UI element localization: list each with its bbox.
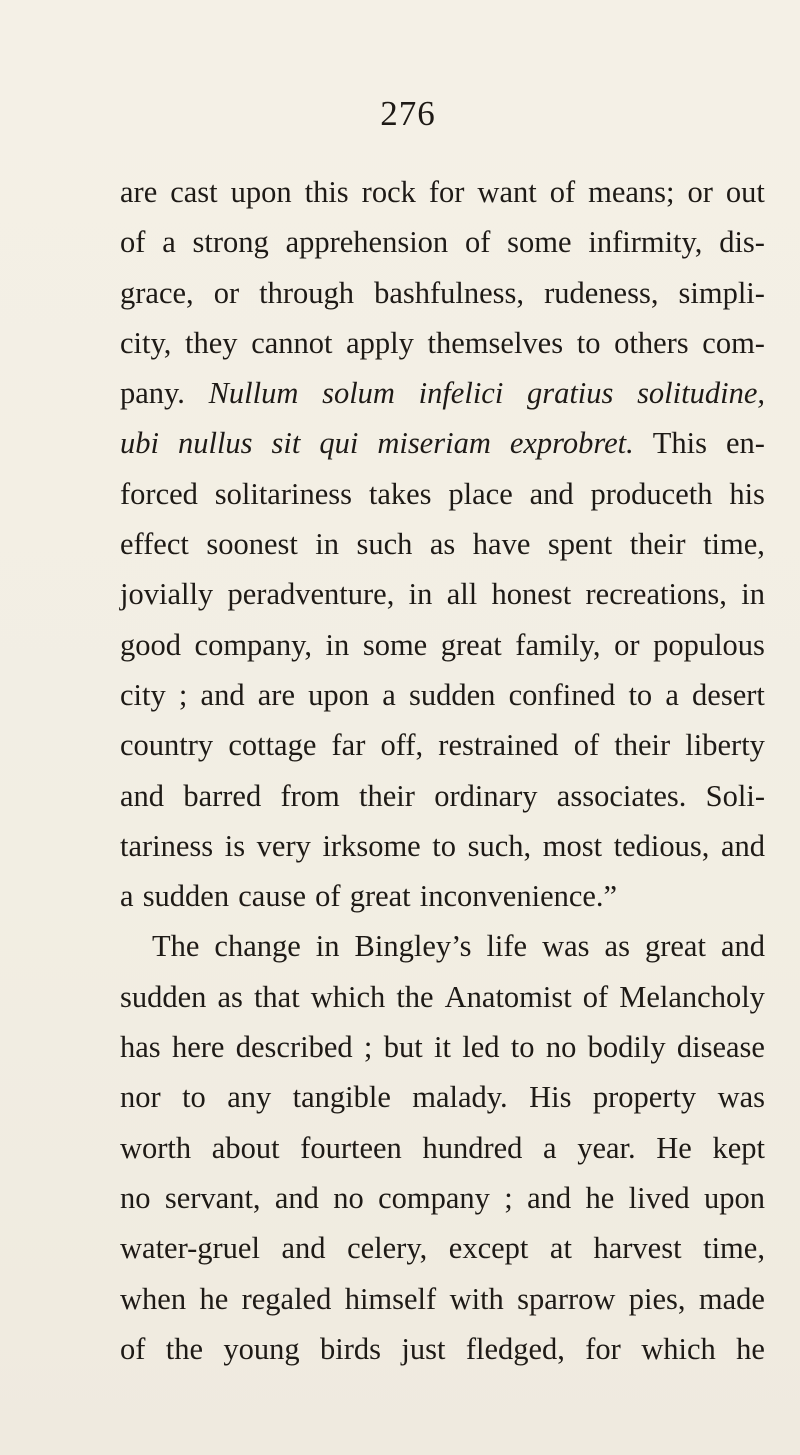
word: fledged, <box>465 1331 565 1366</box>
word: tedious, <box>613 828 710 863</box>
text-line <box>120 670 765 720</box>
word: out <box>725 175 765 209</box>
word: he <box>199 1281 229 1316</box>
word: good <box>120 627 181 662</box>
word: or <box>213 275 240 310</box>
word: desert <box>692 677 765 712</box>
word: as <box>217 979 243 1014</box>
word: sudden <box>120 979 207 1014</box>
word: nullus <box>177 426 253 461</box>
word: it <box>433 1030 451 1065</box>
text-line <box>120 871 765 921</box>
word: no <box>120 1180 151 1215</box>
word: and <box>274 1180 319 1215</box>
word: com- <box>702 325 765 360</box>
word: effect <box>120 527 189 562</box>
word: the <box>396 979 434 1014</box>
word: solitariness <box>214 476 352 511</box>
text-line <box>120 821 765 871</box>
word: and <box>281 1231 326 1266</box>
word: have <box>472 527 531 562</box>
word: country <box>120 728 214 763</box>
word: the <box>165 1331 204 1366</box>
word: soonest <box>206 527 298 562</box>
word: associates. <box>556 778 687 813</box>
word: he <box>736 1331 765 1366</box>
word: from <box>280 778 340 813</box>
word: company, <box>194 627 312 662</box>
word: restrained <box>438 728 559 763</box>
word: liberty <box>685 728 765 763</box>
word: in <box>325 627 350 662</box>
word: Melancholy <box>619 979 765 1014</box>
word: rock <box>361 175 416 209</box>
word: such <box>356 527 413 562</box>
word: pies, <box>628 1281 686 1316</box>
word: produceth <box>590 476 713 511</box>
word: a <box>120 879 134 914</box>
word: infirmity, <box>588 225 703 260</box>
word: hundred <box>422 1130 523 1165</box>
word: exprobret. <box>509 426 634 461</box>
word: This <box>652 426 707 461</box>
word: far <box>331 728 366 763</box>
word: tariness <box>120 828 214 863</box>
word: or <box>687 175 713 209</box>
word: Bingley’s <box>354 929 472 964</box>
word: celery, <box>347 1231 428 1266</box>
word: made <box>698 1281 765 1316</box>
word: no <box>545 1030 577 1065</box>
word: harvest <box>593 1231 682 1266</box>
word: ; <box>178 677 188 712</box>
word: in <box>741 577 765 612</box>
word: of <box>464 225 491 260</box>
word: their <box>614 728 671 763</box>
text-line <box>120 469 765 519</box>
text-line <box>120 519 765 569</box>
word: cast <box>170 175 218 209</box>
text-line <box>120 1223 765 1273</box>
word: pany. <box>120 376 185 411</box>
word: of <box>573 728 600 763</box>
word: and <box>720 828 765 863</box>
word: was <box>542 929 590 964</box>
word: property <box>592 1080 697 1115</box>
word: forced <box>120 476 198 511</box>
word: means; <box>588 175 675 209</box>
text-line <box>120 1022 765 1072</box>
word: of <box>582 979 609 1014</box>
word: place <box>448 476 513 511</box>
word: to <box>432 828 457 863</box>
word: city <box>120 677 166 712</box>
word: some <box>362 627 428 662</box>
word: time, <box>703 1231 765 1266</box>
word: and <box>529 476 574 511</box>
word: kept <box>712 1130 765 1165</box>
word: birds <box>320 1331 382 1366</box>
word: is <box>224 828 246 863</box>
word: in <box>408 577 433 612</box>
word: no <box>333 1180 364 1215</box>
word: to <box>510 1030 535 1065</box>
word: himself <box>344 1281 437 1316</box>
word: his <box>729 476 765 511</box>
word: as <box>429 527 456 562</box>
word: cause <box>238 879 306 914</box>
word: of <box>120 1331 146 1366</box>
word: lived <box>628 1180 690 1215</box>
word: year. <box>577 1130 636 1165</box>
text-line <box>120 167 765 217</box>
word: ordinary <box>434 778 538 813</box>
word: most <box>542 828 603 863</box>
word: great <box>440 627 502 662</box>
word: or <box>614 627 640 662</box>
word: through <box>259 275 355 310</box>
word: inconvenience.” <box>419 879 618 914</box>
word: dis- <box>719 225 765 260</box>
word: tangible <box>292 1080 391 1115</box>
word: except <box>448 1231 529 1266</box>
word: regaled <box>241 1281 332 1316</box>
word: apply <box>346 325 414 360</box>
word: to <box>628 677 653 712</box>
text-line <box>120 1274 765 1324</box>
word: The <box>152 929 200 964</box>
word: others <box>614 325 689 360</box>
word: takes <box>368 476 432 511</box>
word: recreations, <box>585 577 727 612</box>
word: peradventure, <box>227 577 395 612</box>
page-number: 276 <box>380 94 436 133</box>
text-line <box>120 921 765 971</box>
word: populous <box>653 627 765 662</box>
text-line <box>120 268 765 318</box>
word: any <box>227 1080 272 1115</box>
word: cottage <box>228 728 317 763</box>
word: solitudine, <box>637 376 765 411</box>
word: sudden <box>409 677 496 712</box>
word: and <box>200 677 245 712</box>
body-text <box>120 167 765 1374</box>
word: family, <box>515 627 601 662</box>
word: a <box>543 1130 557 1165</box>
word: gratius <box>526 376 614 411</box>
word: great <box>349 879 411 914</box>
text-line <box>120 569 765 619</box>
word: worth <box>120 1130 192 1165</box>
word: themselves <box>427 325 564 360</box>
text-line <box>120 1123 765 1173</box>
word: irksome <box>322 828 421 863</box>
word: sudden <box>142 879 230 914</box>
word: life <box>486 929 528 964</box>
word: to <box>576 325 601 360</box>
word: that <box>253 979 300 1014</box>
word: for <box>428 175 465 209</box>
word: en- <box>725 426 765 461</box>
word: barred <box>183 778 262 813</box>
word: to <box>182 1080 206 1115</box>
word: Nullum <box>208 376 299 411</box>
word: water-gruel <box>120 1231 260 1266</box>
word: His <box>529 1080 572 1115</box>
word: jovially <box>120 577 214 612</box>
word: fourteen <box>300 1130 402 1165</box>
word: off, <box>380 728 424 763</box>
word: bodily <box>587 1030 666 1065</box>
word: ; <box>504 1180 513 1215</box>
word: led <box>462 1030 500 1065</box>
word: grace, <box>120 275 194 310</box>
word: bashfulness, <box>374 275 525 310</box>
word: are <box>120 175 158 209</box>
word: a <box>382 677 396 712</box>
word: a <box>162 225 176 260</box>
word: their <box>629 527 686 562</box>
word: and <box>527 1180 572 1215</box>
word: just <box>401 1331 446 1366</box>
text-line <box>120 720 765 770</box>
word: all <box>446 577 478 612</box>
word: miseriam <box>377 426 491 461</box>
word: at <box>549 1231 572 1266</box>
word: a <box>665 677 679 712</box>
word: change <box>214 929 301 964</box>
word: servant, <box>164 1180 261 1215</box>
text-line <box>120 217 765 267</box>
text-line <box>120 1324 765 1374</box>
word: city, <box>120 325 172 360</box>
word: here <box>171 1030 225 1065</box>
word: qui <box>319 426 359 461</box>
word: when <box>120 1281 187 1316</box>
text-line <box>120 418 765 468</box>
word: upon <box>703 1180 765 1215</box>
text-line <box>120 771 765 821</box>
word: some <box>507 225 572 260</box>
word: as <box>604 929 630 964</box>
word: has <box>120 1030 161 1065</box>
word: Anatomist <box>444 979 572 1014</box>
word: described <box>235 1030 353 1065</box>
text-line <box>120 1072 765 1122</box>
text-line <box>120 1173 765 1223</box>
word: but <box>383 1030 423 1065</box>
word: young <box>223 1331 300 1366</box>
word: he <box>585 1180 615 1215</box>
word: in <box>315 929 340 964</box>
word: very <box>256 828 311 863</box>
word: malady. <box>412 1080 508 1115</box>
word: great <box>644 929 706 964</box>
word: about <box>211 1130 280 1165</box>
word: ; <box>363 1030 373 1065</box>
word: Soli- <box>705 778 765 813</box>
word: for <box>585 1331 621 1366</box>
word: of <box>315 879 341 914</box>
word: sit <box>271 426 301 461</box>
word: confined <box>508 677 616 712</box>
word: of <box>549 175 576 209</box>
word: of <box>120 225 146 260</box>
word: are <box>257 677 295 712</box>
word: upon <box>308 677 370 712</box>
word: which <box>641 1331 716 1366</box>
text-line <box>120 620 765 670</box>
word: their <box>359 778 415 813</box>
word: spent <box>547 527 613 562</box>
word: simpli- <box>678 275 765 310</box>
word: company <box>378 1180 490 1215</box>
word: time, <box>703 527 765 562</box>
word: rudeness, <box>544 275 659 310</box>
text-line <box>120 318 765 368</box>
word: and <box>720 929 765 964</box>
word: this <box>304 175 349 209</box>
word: nor <box>120 1080 161 1115</box>
word: disease <box>676 1030 765 1065</box>
word: strong <box>192 225 269 260</box>
word: He <box>656 1130 692 1165</box>
word: infelici <box>418 376 504 411</box>
word: sparrow <box>517 1281 616 1316</box>
word: with <box>449 1281 504 1316</box>
text-line <box>120 368 765 418</box>
word: in <box>315 527 340 562</box>
word: want <box>477 175 537 209</box>
word: upon <box>230 175 292 209</box>
word: and <box>120 778 165 813</box>
word: they <box>185 325 238 360</box>
word: was <box>717 1080 765 1115</box>
word: which <box>310 979 386 1014</box>
text-line <box>120 972 765 1022</box>
word: apprehension <box>285 225 449 260</box>
word: cannot <box>251 325 333 360</box>
word: solum <box>322 376 395 411</box>
word: honest <box>491 577 572 612</box>
word: ubi <box>120 426 159 461</box>
word: such, <box>467 828 532 863</box>
